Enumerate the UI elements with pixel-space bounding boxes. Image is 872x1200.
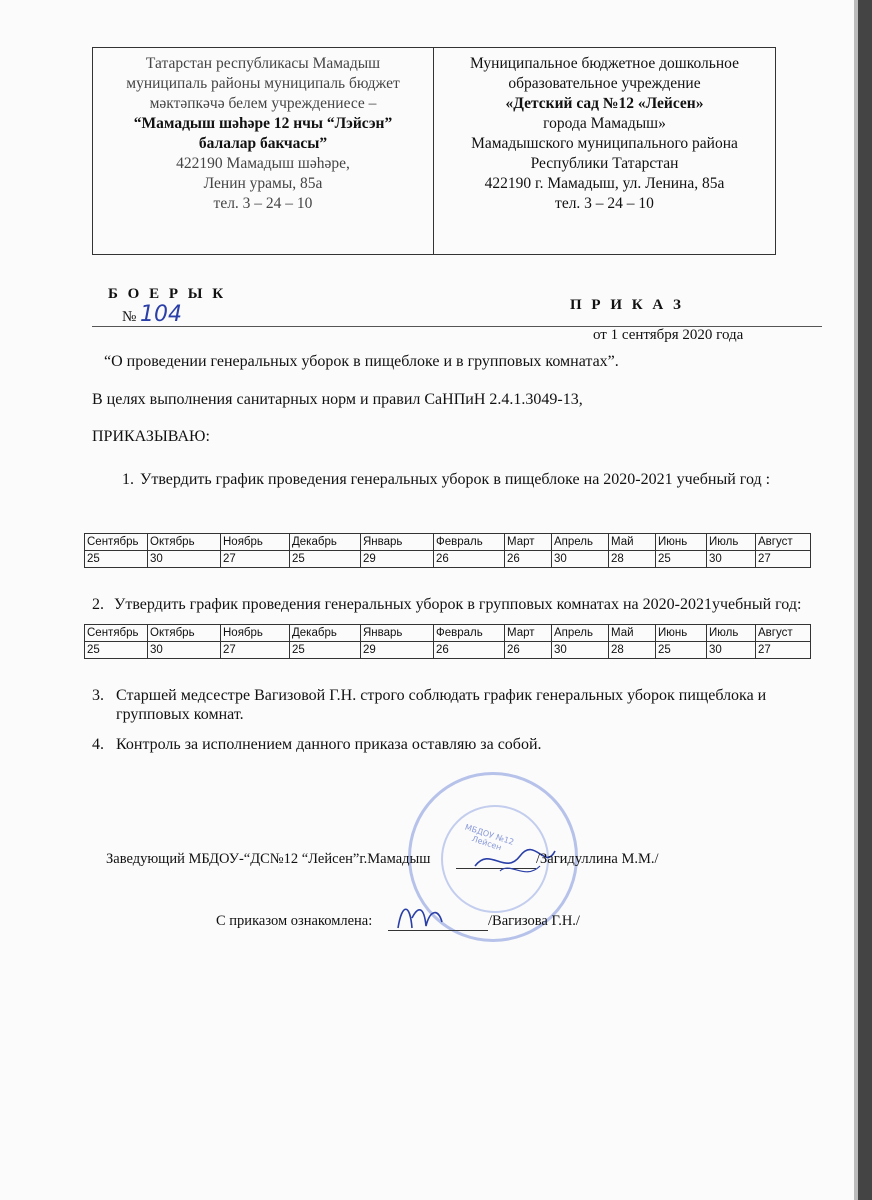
- order-title: “О проведении генеральных уборок в пищеблоке и в групповых комнатах”.: [104, 353, 619, 370]
- letterhead-russian: [434, 48, 775, 254]
- letterhead-line: города Мамадыш»: [543, 115, 666, 132]
- letterhead-line: Татарстан республикасы Мамадыш: [145, 55, 381, 72]
- table-cell: Январь: [361, 625, 434, 642]
- table-cell: 25: [290, 551, 361, 568]
- head-name: /Загидуллина М.М./: [536, 851, 659, 867]
- table-cell: Ноябрь: [221, 534, 290, 551]
- table-cell: 30: [552, 642, 609, 659]
- list-item-text: Старшей медсестре Вагизовой Г.Н. строго соблюдать график генеральных уборок пищеблока и групповых комнат.: [116, 687, 767, 723]
- table-cell: Май: [609, 625, 656, 642]
- table-cell: 30: [552, 551, 609, 568]
- table-cell: 30: [707, 642, 756, 659]
- list-item-number: 4.: [92, 736, 104, 753]
- list-item-number: 3.: [92, 687, 104, 704]
- table-cell: 26: [434, 642, 505, 659]
- phone: тел. 3 – 24 – 10: [555, 195, 654, 212]
- table-cell: 29: [361, 551, 434, 568]
- table-row: [85, 534, 811, 551]
- table-cell: 26: [505, 642, 552, 659]
- table-cell: Октябрь: [148, 625, 221, 642]
- table-cell: Июнь: [656, 534, 707, 551]
- list-item-text: Утвердить график проведения генеральных уборок в групповых комнатах на 2020-2021учебный год:: [114, 596, 802, 613]
- acknowledger-name: /Вагизова Г.Н./: [488, 913, 580, 929]
- list-item-number: 1.: [122, 471, 134, 488]
- table-cell: 27: [221, 551, 290, 568]
- list-item: [92, 735, 822, 754]
- order-number-handwritten: 104: [140, 302, 182, 327]
- table-cell: Март: [505, 534, 552, 551]
- stamp-text: МБДОУ №12 Лейсен: [463, 822, 515, 853]
- table-cell: 28: [609, 551, 656, 568]
- letterhead: [92, 47, 776, 255]
- table-cell: Июнь: [656, 625, 707, 642]
- list-item: [122, 470, 802, 489]
- table-cell: Июль: [707, 534, 756, 551]
- table-cell: Август: [756, 625, 811, 642]
- table-cell: Август: [756, 534, 811, 551]
- org-name-russian: «Детский сад №12 «Лейсен»: [505, 95, 704, 112]
- table-cell: 25: [290, 642, 361, 659]
- schedule-table-kitchen: [84, 533, 811, 568]
- table-cell: 28: [609, 642, 656, 659]
- table-cell: Декабрь: [290, 625, 361, 642]
- letterhead-line: образовательное учреждение: [508, 75, 701, 92]
- address: 422190 Мамадыш шәһәре,: [176, 155, 350, 172]
- table-cell: Сентябрь: [85, 534, 148, 551]
- table-cell: Февраль: [434, 625, 505, 642]
- doc-type-russian: П Р И К А З: [570, 297, 684, 313]
- table-cell: Сентябрь: [85, 625, 148, 642]
- order-word: ПРИКАЗЫВАЮ:: [92, 428, 210, 445]
- table-row: [85, 642, 811, 659]
- table-cell: Октябрь: [148, 534, 221, 551]
- letterhead-line: муниципаль районы муниципаль бюджет: [126, 75, 400, 92]
- table-cell: 27: [756, 642, 811, 659]
- order-purpose: В целях выполнения санитарных норм и правил СаНПиН 2.4.1.3049-13,: [92, 391, 583, 408]
- table-cell: 30: [148, 551, 221, 568]
- table-cell: Июль: [707, 625, 756, 642]
- phone: тел. 3 – 24 – 10: [213, 195, 313, 212]
- handwritten-signature-ack: [392, 898, 448, 938]
- acknowledgement-label: С приказом ознакомлена:: [216, 913, 373, 929]
- number-label: №: [122, 309, 137, 325]
- list-item-text: Контроль за исполнением данного приказа оставляю за собой.: [116, 736, 542, 753]
- table-cell: 26: [505, 551, 552, 568]
- table-cell: 25: [85, 551, 148, 568]
- table-cell: 25: [656, 642, 707, 659]
- table-cell: 29: [361, 642, 434, 659]
- letterhead-tatar: [93, 48, 434, 254]
- head-signature-title: Заведующий МБДОУ-“ДС№12 “Лейсен”г.Мамадыш: [106, 851, 431, 867]
- letterhead-line: Муниципальное бюджетное дошкольное: [470, 55, 739, 72]
- table-cell: Январь: [361, 534, 434, 551]
- table-cell: Ноябрь: [221, 625, 290, 642]
- table-cell: Апрель: [552, 625, 609, 642]
- table-cell: Февраль: [434, 534, 505, 551]
- list-item: [92, 686, 822, 724]
- table-cell: Май: [609, 534, 656, 551]
- table-cell: 27: [221, 642, 290, 659]
- table-cell: 25: [85, 642, 148, 659]
- table-row: [85, 625, 811, 642]
- address: Ленин урамы, 85а: [203, 175, 323, 192]
- table-cell: 25: [656, 551, 707, 568]
- table-cell: 30: [707, 551, 756, 568]
- doc-type-tatar: Б О Е Р Ы К: [108, 286, 227, 302]
- table-row: [85, 551, 811, 568]
- table-cell: 30: [148, 642, 221, 659]
- letterhead-line: Республики Татарстан: [530, 155, 679, 172]
- schedule-table-groups: [84, 624, 811, 659]
- table-cell: Декабрь: [290, 534, 361, 551]
- letterhead-line: Мамадышского муниципального района: [471, 135, 738, 152]
- order-date: от 1 сентября 2020 года: [593, 327, 744, 343]
- letterhead-line: мәктәпкәчә белем учреждениесе –: [149, 95, 377, 112]
- list-item-number: 2.: [92, 596, 104, 613]
- list-item-text: Утвердить график проведения генеральных уборок в пищеблоке на 2020-2021 учебный год :: [140, 471, 771, 488]
- table-cell: 26: [434, 551, 505, 568]
- table-cell: Март: [505, 625, 552, 642]
- org-name-tatar: “Мамадыш шәһәре 12 нчы “Лэйсэн”: [133, 115, 393, 132]
- org-name-tatar: балалар бакчасы”: [198, 135, 328, 152]
- table-cell: 27: [756, 551, 811, 568]
- address: 422190 г. Мамадыш, ул. Ленина, 85а: [484, 175, 725, 192]
- list-item: [92, 595, 802, 614]
- table-cell: Апрель: [552, 534, 609, 551]
